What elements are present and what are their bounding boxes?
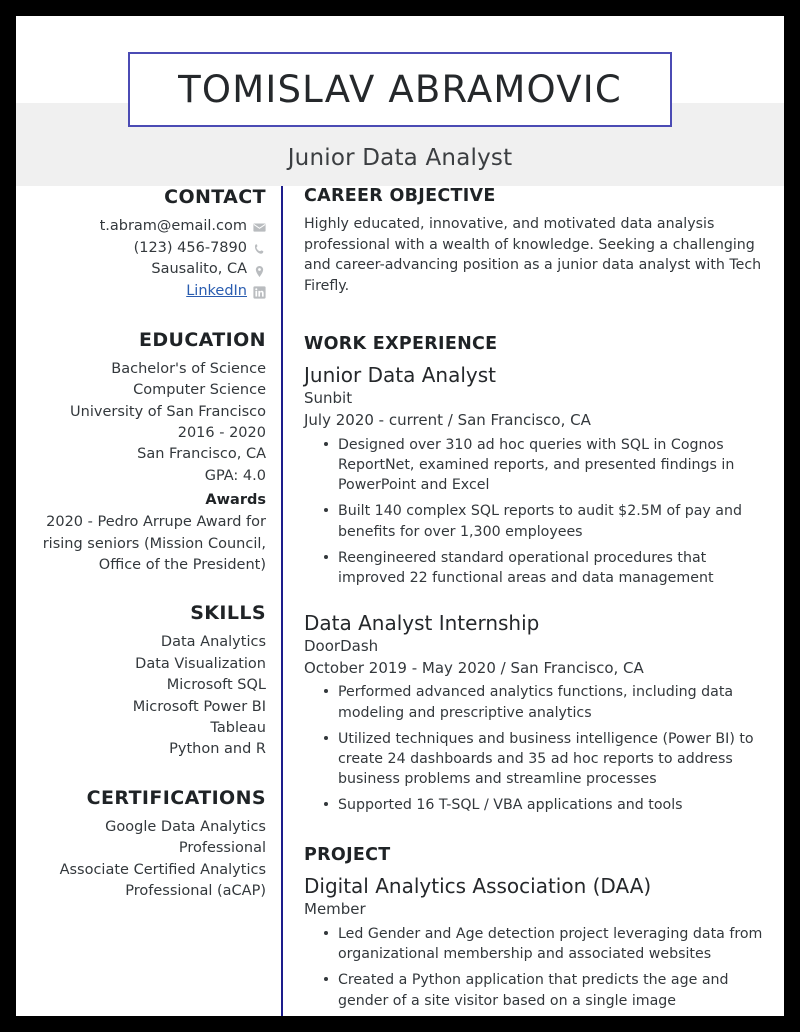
job-title: Data Analyst Internship [304, 610, 540, 635]
education-line: 2016 - 2020 [177, 424, 266, 441]
job-bullet: Supported 16 T-SQL / VBA applications and tools [338, 795, 769, 815]
map-pin-icon [253, 265, 266, 278]
skill-item: Data Analytics [160, 634, 266, 651]
column-divider [281, 186, 283, 1016]
envelope-icon [253, 221, 266, 234]
contact-location-text: Sausalito, CA [151, 261, 247, 278]
section-skills [16, 602, 266, 761]
project-role: Member [304, 900, 366, 919]
work-entry [304, 610, 769, 815]
section-project [304, 845, 769, 1010]
section-career-objective [304, 186, 769, 296]
work-entry [304, 362, 769, 588]
resume-sheet [16, 16, 784, 1016]
section-work-experience [304, 334, 769, 815]
certification-item: Google Data Analytics Professional [105, 818, 266, 857]
job-bullet: Performed advanced analytics functions, including data modeling and prescriptive analytics [338, 682, 769, 722]
header-top [16, 16, 784, 111]
job-bullet: Built 140 complex SQL reports to audit $2.5M of pay and benefits for over 1,300 employees [338, 501, 769, 541]
resume-body [16, 186, 784, 1016]
linkedin-icon[interactable] [253, 286, 266, 299]
job-company: DoorDash [304, 636, 379, 655]
education-line: University of San Francisco [70, 403, 266, 420]
job-meta: July 2020 - current / San Francisco, CA [304, 411, 591, 430]
contact-item-linkedin[interactable] [16, 281, 266, 303]
career-objective-text: Highly educated, innovative, and motivated data analysis professional with a wealth of knowledge. Seeking a challenging and career-advancing position as a junior data analyst with Tech Firefly. [304, 216, 762, 294]
job-title-subtitle: Junior Data Analyst [287, 145, 513, 171]
contact-item-phone [16, 238, 266, 260]
left-column [16, 186, 266, 903]
job-bullets [304, 682, 769, 815]
right-column [304, 186, 769, 1011]
contact-heading: CONTACT [164, 186, 266, 208]
contact-item-email [16, 216, 266, 238]
job-bullet: Designed over 310 ad hoc queries with SQL in Cognos ReportNet, examined reports, and presented findings in PowerPoint and Excel [338, 435, 769, 495]
linkedin-link[interactable]: LinkedIn [186, 283, 247, 300]
contact-phone-text: (123) 456-7890 [133, 239, 247, 256]
contact-item-location [16, 259, 266, 281]
job-bullet: Reengineered standard operational procedures that improved 22 functional areas and data management [338, 548, 769, 588]
name-box [128, 52, 672, 127]
skill-item: Data Visualization [135, 655, 266, 672]
skill-item: Microsoft Power BI [132, 698, 266, 715]
job-bullets [304, 435, 769, 588]
section-education [16, 329, 266, 577]
skill-item: Python and R [169, 741, 266, 758]
project-title: Digital Analytics Association (DAA) [304, 874, 652, 899]
page-title: TOMISLAV ABRAMOVIC [178, 68, 622, 111]
education-heading: EDUCATION [138, 328, 266, 351]
work-experience-heading: WORK EXPERIENCE [304, 334, 498, 355]
education-line: Computer Science [133, 382, 266, 399]
education-line: San Francisco, CA [137, 446, 266, 463]
contact-email-text: t.abram@email.com [99, 217, 247, 234]
section-contact [16, 186, 266, 303]
project-bullets [304, 924, 769, 1011]
awards-label: Awards [205, 492, 266, 509]
career-objective-heading: CAREER OBJECTIVE [304, 186, 496, 206]
job-meta: October 2019 - May 2020 / San Francisco, CA [304, 658, 644, 677]
job-title: Junior Data Analyst [304, 363, 497, 388]
education-line: Bachelor's of Science [111, 360, 266, 377]
job-company: Sunbit [304, 389, 353, 408]
skill-item: Tableau [210, 720, 266, 737]
section-certifications [16, 787, 266, 903]
skill-item: Microsoft SQL [166, 677, 266, 694]
job-bullet: Utilized techniques and business intelligence (Power BI) to create 24 dashboards and 35 ad hoc reports to address business problems and streamline processes [338, 729, 769, 789]
certification-item: Associate Certified Analytics Professional (aCAP) [59, 861, 266, 900]
certifications-heading: CERTIFICATIONS [86, 786, 266, 809]
project-bullet: Led Gender and Age detection project leveraging data from organizational membership and associated websites [338, 924, 769, 964]
skills-heading: SKILLS [190, 602, 266, 625]
awards-text: 2020 - Pedro Arrupe Award for rising seniors (Mission Council, Office of the President) [42, 514, 266, 573]
phone-icon [253, 243, 266, 256]
education-line: GPA: 4.0 [204, 467, 266, 484]
project-heading: PROJECT [304, 845, 391, 866]
project-bullet: Created a Python application that predicts the age and gender of a site visitor based on a single image [338, 970, 769, 1010]
